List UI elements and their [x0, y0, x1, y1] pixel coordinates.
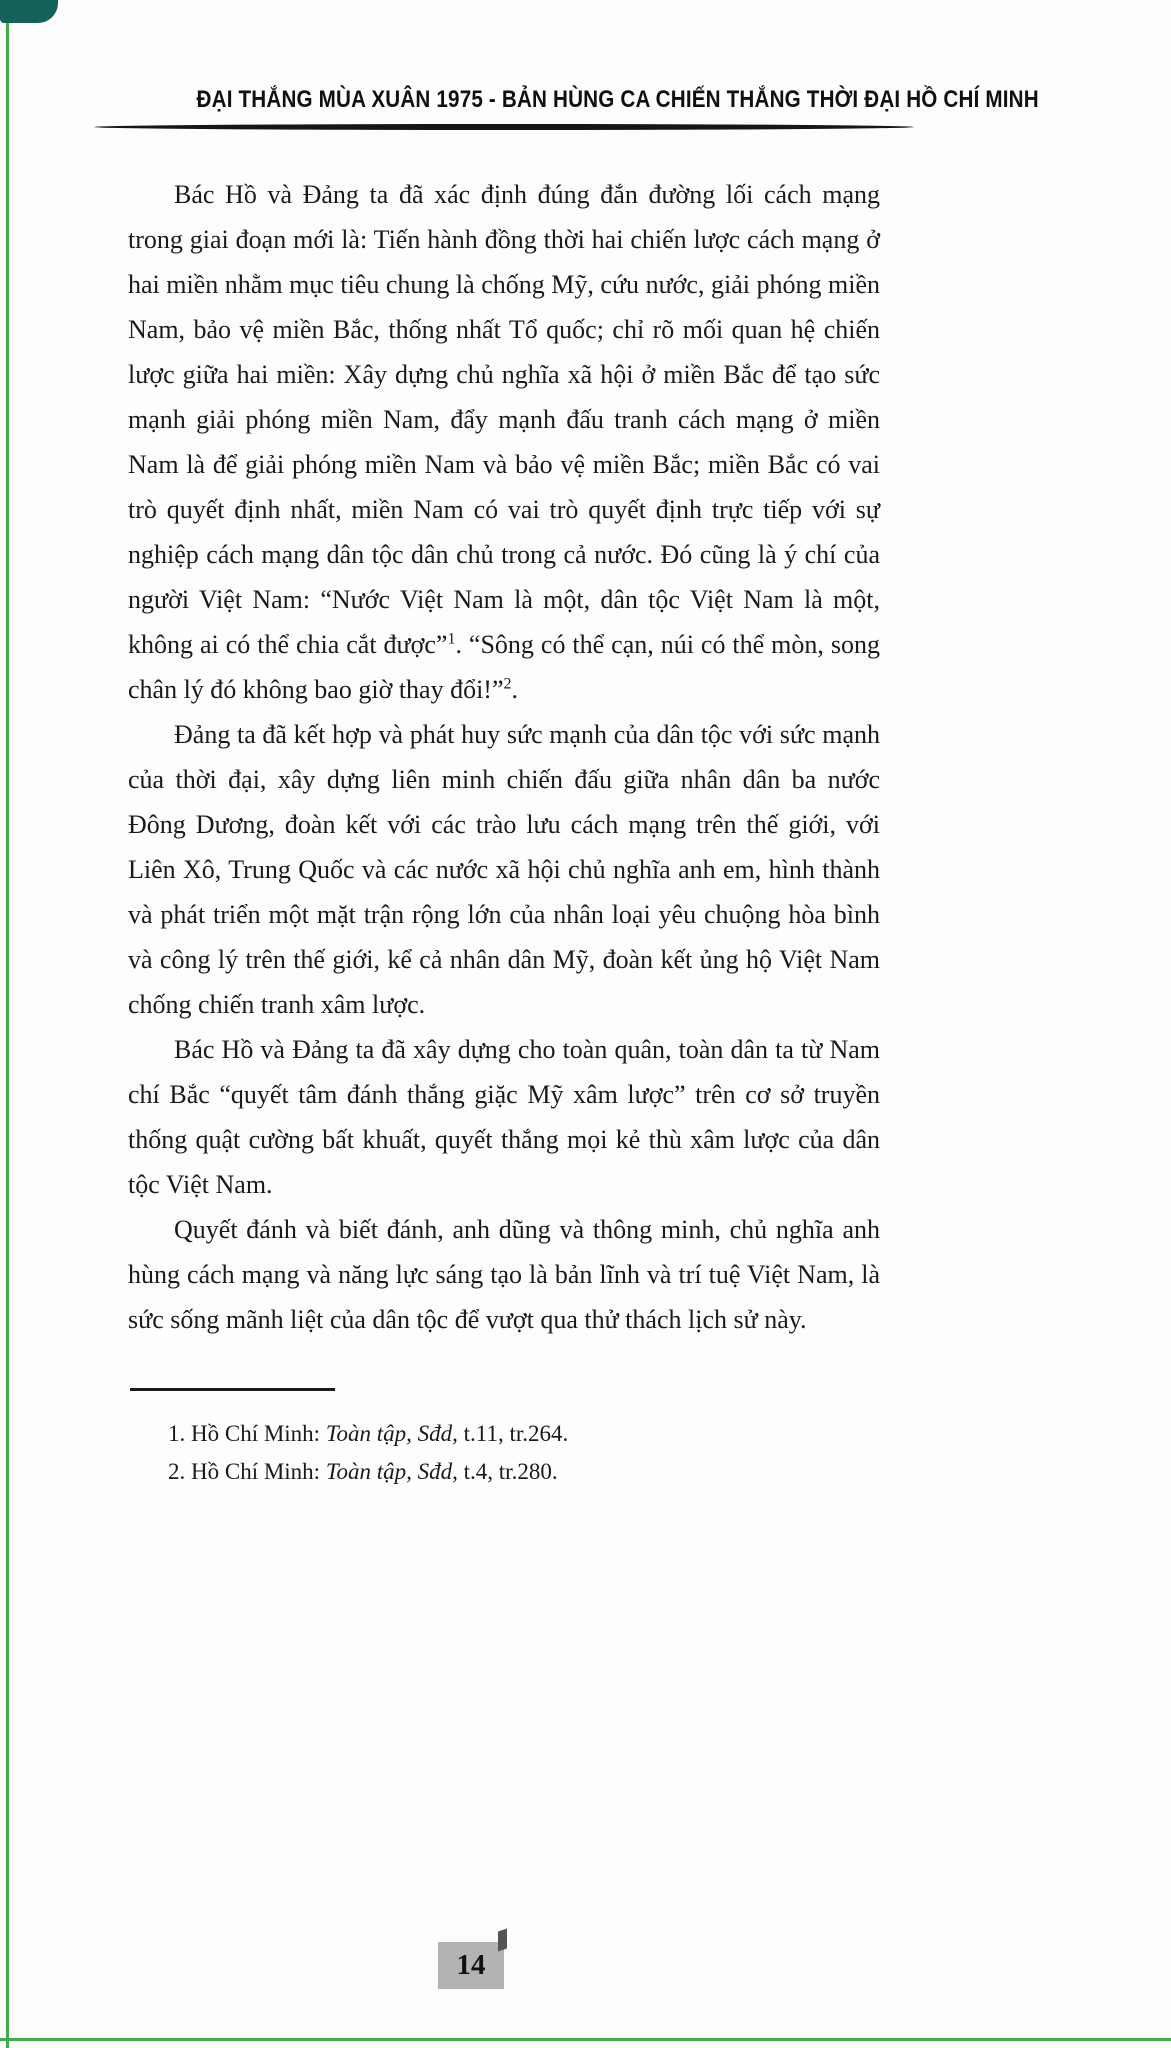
footnote-1-detail: t.11, tr.264.	[457, 1421, 569, 1446]
scan-edge-line-left	[6, 0, 9, 2048]
cover-corner-artifact	[0, 0, 58, 23]
page-number-box	[438, 1942, 504, 1989]
body-text	[128, 172, 880, 1342]
chapter-title: ĐẠI THẮNG MÙA XUÂN 1975 - BẢN HÙNG CA CHIẾN THẮNG THỜI ĐẠI HỒ CHÍ MINH	[196, 86, 1039, 113]
footnote-2-detail: t.4, tr.280.	[457, 1459, 558, 1484]
footnote-2	[128, 1453, 880, 1491]
footnote-ref-2: 2	[503, 675, 512, 693]
footnote-2-prefix: 2. Hồ Chí Minh:	[168, 1459, 326, 1484]
page-corner-fold	[498, 1929, 507, 1952]
paragraph-1-text-2: . “Sông có thể cạn, núi có thể mòn, song chân lý đó không bao giờ thay đổi!”	[128, 630, 880, 704]
footnote-2-work: Toàn tập, Sđd,	[325, 1459, 458, 1484]
footnote-1-prefix: 1. Hồ Chí Minh:	[168, 1421, 326, 1446]
page-number: 14	[456, 1949, 486, 1981]
footnote-1-work: Toàn tập, Sđd,	[325, 1421, 458, 1446]
paragraph-1	[128, 172, 880, 712]
paragraph-3: Bác Hồ và Đảng ta đã xây dựng cho toàn quân, toàn dân ta từ Nam chí Bắc “quyết tâm đánh thắng giặc Mỹ xâm lược” trên cơ sở truyền thống quật cường bất khuất, quyết thắng mọi kẻ thù xâm lược của dân tộc Việt Nam.	[128, 1035, 880, 1199]
footnote-1	[128, 1415, 880, 1453]
paragraph-4: Quyết đánh và biết đánh, anh dũng và thông minh, chủ nghĩa anh hùng cách mạng và năng lực sáng tạo là bản lĩnh và trí tuệ Việt Nam, là sức sống mãnh liệt của dân tộc để vượt qua thử thách lịch sử này.	[128, 1215, 880, 1334]
paragraph-1-text-3: .	[511, 675, 519, 704]
paragraph-1-text: Bác Hồ và Đảng ta đã xác định đúng đắn đường lối cách mạng trong giai đoạn mới là: Tiến hành đồng thời hai chiến lược cách mạng ở hai miền nhằm mục tiêu chung là chống Mỹ, cứu nước, giải phóng miền Nam, bảo vệ miền Bắc, thống nhất Tổ quốc; chỉ rõ mối quan hệ chiến lược giữa hai miền: Xây dựng chủ nghĩa xã hội ở miền Bắc để tạo sức mạnh giải phóng miền Nam, đẩy mạnh đấu tranh cách mạng ở miền Nam là để giải phóng miền Nam và bảo vệ miền Bắc; miền Bắc có vai trò quyết định nhất, miền Nam có vai trò quyết định trực tiếp với sự nghiệp cách mạng dân tộc dân chủ trong cả nước. Đó cũng là ý chí của người Việt Nam: “Nước Việt Nam là một, dân tộc Việt Nam là một, không ai có thể chia cắt được”	[128, 180, 880, 659]
footnote-divider	[130, 1388, 335, 1391]
running-header	[128, 86, 1039, 114]
scan-edge-line-bottom	[0, 2038, 1171, 2041]
header-rule	[94, 124, 914, 130]
text-column	[128, 86, 1039, 1491]
footnote-ref-1: 1	[447, 630, 456, 648]
footnote-area	[128, 1388, 880, 1491]
paragraph-2: Đảng ta đã kết hợp và phát huy sức mạnh của dân tộc với sức mạnh của thời đại, xây dựng liên minh chiến đấu giữa nhân dân ba nước Đông Dương, đoàn kết với các trào lưu cách mạng trên thế giới, với Liên Xô, Trung Quốc và các nước xã hội chủ nghĩa anh em, hình thành và phát triển một mặt trận rộng lớn của nhân loại yêu chuộng hòa bình và công lý trên thế giới, kể cả nhân dân Mỹ, đoàn kết ủng hộ Việt Nam chống chiến tranh xâm lược.	[128, 720, 880, 1019]
